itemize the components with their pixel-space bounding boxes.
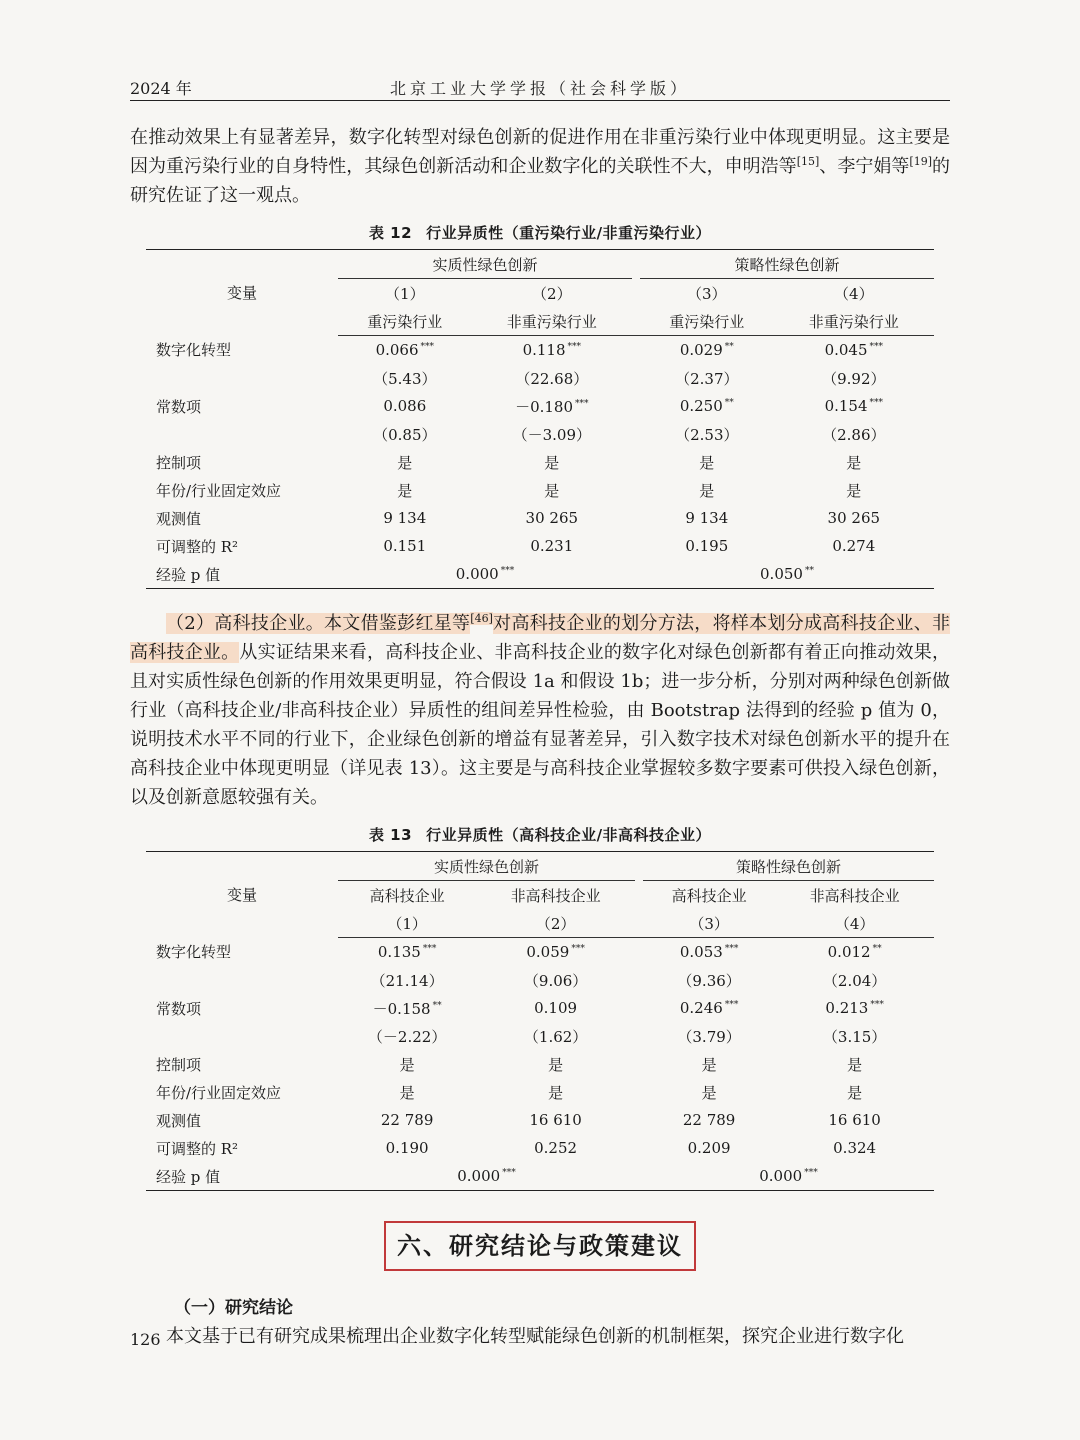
group-header-substantive: 实质性绿色创新 xyxy=(338,852,635,881)
pvalue-cell: 0.000 *** xyxy=(338,1162,635,1191)
row-label xyxy=(146,1022,338,1050)
col-name: 重污染行业 xyxy=(338,307,472,336)
table-cell: 0.324 xyxy=(833,1139,877,1157)
row-label: 观测值 xyxy=(156,1111,202,1130)
table-header-variable: 变量 xyxy=(146,852,338,938)
row-label: 经验 p 值 xyxy=(146,560,338,589)
table-cell: 16 610 xyxy=(529,1111,582,1129)
table-cell: （－2.22） xyxy=(367,1027,447,1046)
table-cell: （22.68） xyxy=(515,369,589,388)
table-row xyxy=(146,966,934,994)
table-cell: 0.195 xyxy=(685,537,729,555)
table-cell: 9 134 xyxy=(685,509,729,527)
citation-15[interactable]: [15] xyxy=(796,155,820,168)
col-num: （3） xyxy=(643,909,775,938)
col-num: （1） xyxy=(338,909,476,938)
row-label: 数字化转型 xyxy=(156,943,232,962)
table-cell: 是 xyxy=(397,481,413,500)
header-journal-title: 北京工业大学学报（社会科学版） xyxy=(389,79,690,98)
row-label: 年份/行业固定效应 xyxy=(156,481,282,500)
page-number: 126 xyxy=(130,1330,161,1349)
table-cell: 0.151 xyxy=(383,537,427,555)
table-cell: 9 134 xyxy=(383,509,427,527)
row-label: 可调整的 R² xyxy=(156,1139,239,1158)
table-cell: 0.045 *** xyxy=(824,341,884,359)
table-cell: 0.154 *** xyxy=(824,397,884,415)
table-cell: （0.85） xyxy=(373,425,437,444)
table-cell: （2.37） xyxy=(675,369,739,388)
row-label: 可调整的 R² xyxy=(156,537,239,556)
row-label: 常数项 xyxy=(156,397,202,416)
table-cell: （3.15） xyxy=(822,1027,887,1046)
table-cell: 0.135 *** xyxy=(377,943,437,961)
table-cell: （2.53） xyxy=(675,425,739,444)
table-cell: 0.109 xyxy=(534,999,578,1017)
col-name: 非重污染行业 xyxy=(472,307,632,336)
row-label xyxy=(146,966,338,994)
group-header-strategic: 策略性绿色创新 xyxy=(640,250,934,279)
table-cell: 22 789 xyxy=(682,1111,736,1129)
table-cell: （3.79） xyxy=(677,1027,741,1046)
pvalue-cell: 0.050 ** xyxy=(640,560,934,589)
running-header xyxy=(130,70,950,101)
table-cell: （2.04） xyxy=(822,971,887,990)
table-cell: 是 xyxy=(846,453,862,472)
row-label xyxy=(146,364,338,392)
group-header-substantive: 实质性绿色创新 xyxy=(338,250,632,279)
citation-19[interactable]: [19] xyxy=(909,155,932,168)
table-cell: 是 xyxy=(399,1055,415,1074)
table-cell: （9.06） xyxy=(523,971,588,990)
table-row xyxy=(146,1078,934,1106)
table-cell: 0.118 *** xyxy=(522,341,582,359)
row-label: 数字化转型 xyxy=(156,341,232,360)
table-row xyxy=(146,1022,934,1050)
table-row xyxy=(146,420,934,448)
table-row xyxy=(146,336,934,365)
table-13-caption: 表 13 行业异质性（高科技企业/非高科技企业） xyxy=(368,826,712,844)
table-cell: 是 xyxy=(399,1083,415,1102)
col-num: （1） xyxy=(385,284,425,303)
table-cell: 22 789 xyxy=(380,1111,434,1129)
table-cell: 0.190 xyxy=(385,1139,429,1157)
row-label: 常数项 xyxy=(156,999,202,1018)
table-cell: 是 xyxy=(544,453,560,472)
row-label: 控制项 xyxy=(156,1055,202,1074)
highlighted-text: 对高科技企业的划分方法，将样本划分成高科技企业、非高科技企业。 xyxy=(130,613,951,663)
table-row xyxy=(146,364,934,392)
table-cell: 30 265 xyxy=(525,509,579,527)
table-cell: 是 xyxy=(847,1083,863,1102)
col-num: （2） xyxy=(532,284,572,303)
table-cell: 0.213 *** xyxy=(825,999,884,1017)
table-row-pvalue xyxy=(146,1162,934,1191)
row-label: 经验 p 值 xyxy=(146,1162,338,1191)
col-num: （2） xyxy=(476,909,635,938)
table-cell: 30 265 xyxy=(827,509,881,527)
col-name: 非重污染行业 xyxy=(774,307,934,336)
table-cell: 是 xyxy=(699,481,715,500)
col-name: 非高科技企业 xyxy=(809,886,900,905)
row-label: 年份/行业固定效应 xyxy=(156,1083,282,1102)
table-cell: （9.92） xyxy=(822,369,886,388)
table-cell: （－3.09） xyxy=(512,425,591,444)
col-name: 高科技企业 xyxy=(671,886,747,905)
table-cell: 0.209 xyxy=(687,1139,731,1157)
page xyxy=(130,70,950,1351)
table-row-pvalue xyxy=(146,560,934,589)
highlighted-text: 本文借鉴彭红星等 xyxy=(324,613,471,634)
paragraph-conclusion: 本文基于已有研究成果梳理出企业数字化转型赋能绿色创新的机制框架，探究企业进行数字化 xyxy=(166,1326,904,1347)
table-cell: 0.252 xyxy=(534,1139,578,1157)
table-cell: 16 610 xyxy=(828,1111,881,1129)
table-cell: 是 xyxy=(701,1055,717,1074)
table-cell: （21.14） xyxy=(370,971,444,990)
section-heading: 六、研究结论与政策建议 xyxy=(384,1221,696,1271)
group-header-strategic: 策略性绿色创新 xyxy=(643,852,934,881)
table-cell: 0.053 *** xyxy=(679,943,739,961)
col-name: 重污染行业 xyxy=(640,307,774,336)
table-cell: 0.012 ** xyxy=(827,943,882,961)
table-13-body xyxy=(146,938,934,1163)
table-cell: 0.066 *** xyxy=(375,341,435,359)
table-cell: 是 xyxy=(397,453,413,472)
table-row xyxy=(146,1106,934,1134)
table-row xyxy=(146,1134,934,1162)
table-cell: 0.059 *** xyxy=(526,943,585,961)
col-num: （4） xyxy=(775,909,934,938)
table-cell: 0.029 ** xyxy=(679,341,734,359)
header-year: 2024 年 xyxy=(130,79,192,98)
paragraph-high-tech: （2）高科技企业。本文借鉴彭红星等[46]对高科技企业的划分方法，将样本划分成高科技企业、非高科技企业。从实证结果来看，高科技企业、非高科技企业的数字化对绿色创新都有着正向推动效果，且对实质性绿色创新的作用效果更明显，符合假设 1a 和假设 1b；进一步分析，分别对两种绿色创新做行业（高科技企业/非高科技企业）异质性的组间差异性检验，由 Bootstrap 法得到的经验 p 值为 0，说明技术水平不同的行业下，企业绿色创新的增益有显著差异，引入数字技术对绿色创新水平的提升在高科技企业中体现更明显（详见表 13）。这主要是与高科技企业掌握较多数字要素可供投入绿色创新，以及创新意愿较强有关。 xyxy=(130,612,951,808)
table-row xyxy=(146,532,934,560)
table-cell: 是 xyxy=(699,453,715,472)
col-name: 高科技企业 xyxy=(369,886,445,905)
table-cell: 0.246 *** xyxy=(679,999,739,1017)
table-cell: 0.274 xyxy=(832,537,876,555)
table-cell: （9.36） xyxy=(677,971,741,990)
table-cell: －0.180 *** xyxy=(515,397,589,416)
table-cell: （2.86） xyxy=(822,425,886,444)
table-cell: 是 xyxy=(847,1055,863,1074)
table-row xyxy=(146,504,934,532)
table-row xyxy=(146,1050,934,1078)
row-label: 观测值 xyxy=(156,509,202,528)
table-row xyxy=(146,476,934,504)
table-cell: 0.086 xyxy=(383,397,427,415)
table-row xyxy=(146,392,934,420)
table-cell: 是 xyxy=(701,1083,717,1102)
table-12-caption: 表 12 行业异质性（重污染行业/非重污染行业） xyxy=(368,224,712,242)
table-13 xyxy=(146,851,934,1191)
citation-46[interactable]: [46] xyxy=(470,612,493,625)
col-num: （3） xyxy=(687,284,727,303)
table-cell: 是 xyxy=(846,481,862,500)
highlighted-text: （2）高科技企业。 xyxy=(166,613,325,634)
table-12-body xyxy=(146,336,934,561)
table-cell: 是 xyxy=(548,1055,564,1074)
table-header-variable: 变量 xyxy=(146,250,338,336)
table-cell: 0.231 xyxy=(530,537,574,555)
table-row xyxy=(146,938,934,967)
pvalue-cell: 0.000 *** xyxy=(338,560,632,589)
col-name: 非高科技企业 xyxy=(510,886,601,905)
pvalue-cell: 0.000 *** xyxy=(643,1162,934,1191)
table-cell: 是 xyxy=(544,481,560,500)
table-cell: （5.43） xyxy=(373,369,437,388)
paragraph-continued: 在推动效果上有显著差异，数字化转型对绿色创新的促进作用在非重污染行业中体现更明显。这主要是因为重污染行业的自身特性，其绿色创新活动和企业数字化的关联性不大，申明浩等[15]、李宁娟等[19]的研究佐证了这一观点。 xyxy=(130,127,951,206)
subsection-heading: （一）研究结论 xyxy=(174,1298,293,1318)
row-label: 控制项 xyxy=(156,453,202,472)
table-cell: （1.62） xyxy=(523,1027,588,1046)
table-cell: －0.158 ** xyxy=(372,999,442,1018)
table-row xyxy=(146,994,934,1022)
col-num: （4） xyxy=(834,284,874,303)
table-cell: 0.250 ** xyxy=(679,397,734,415)
row-label xyxy=(146,420,338,448)
table-12 xyxy=(146,249,934,589)
table-cell: 是 xyxy=(548,1083,564,1102)
table-row xyxy=(146,448,934,476)
